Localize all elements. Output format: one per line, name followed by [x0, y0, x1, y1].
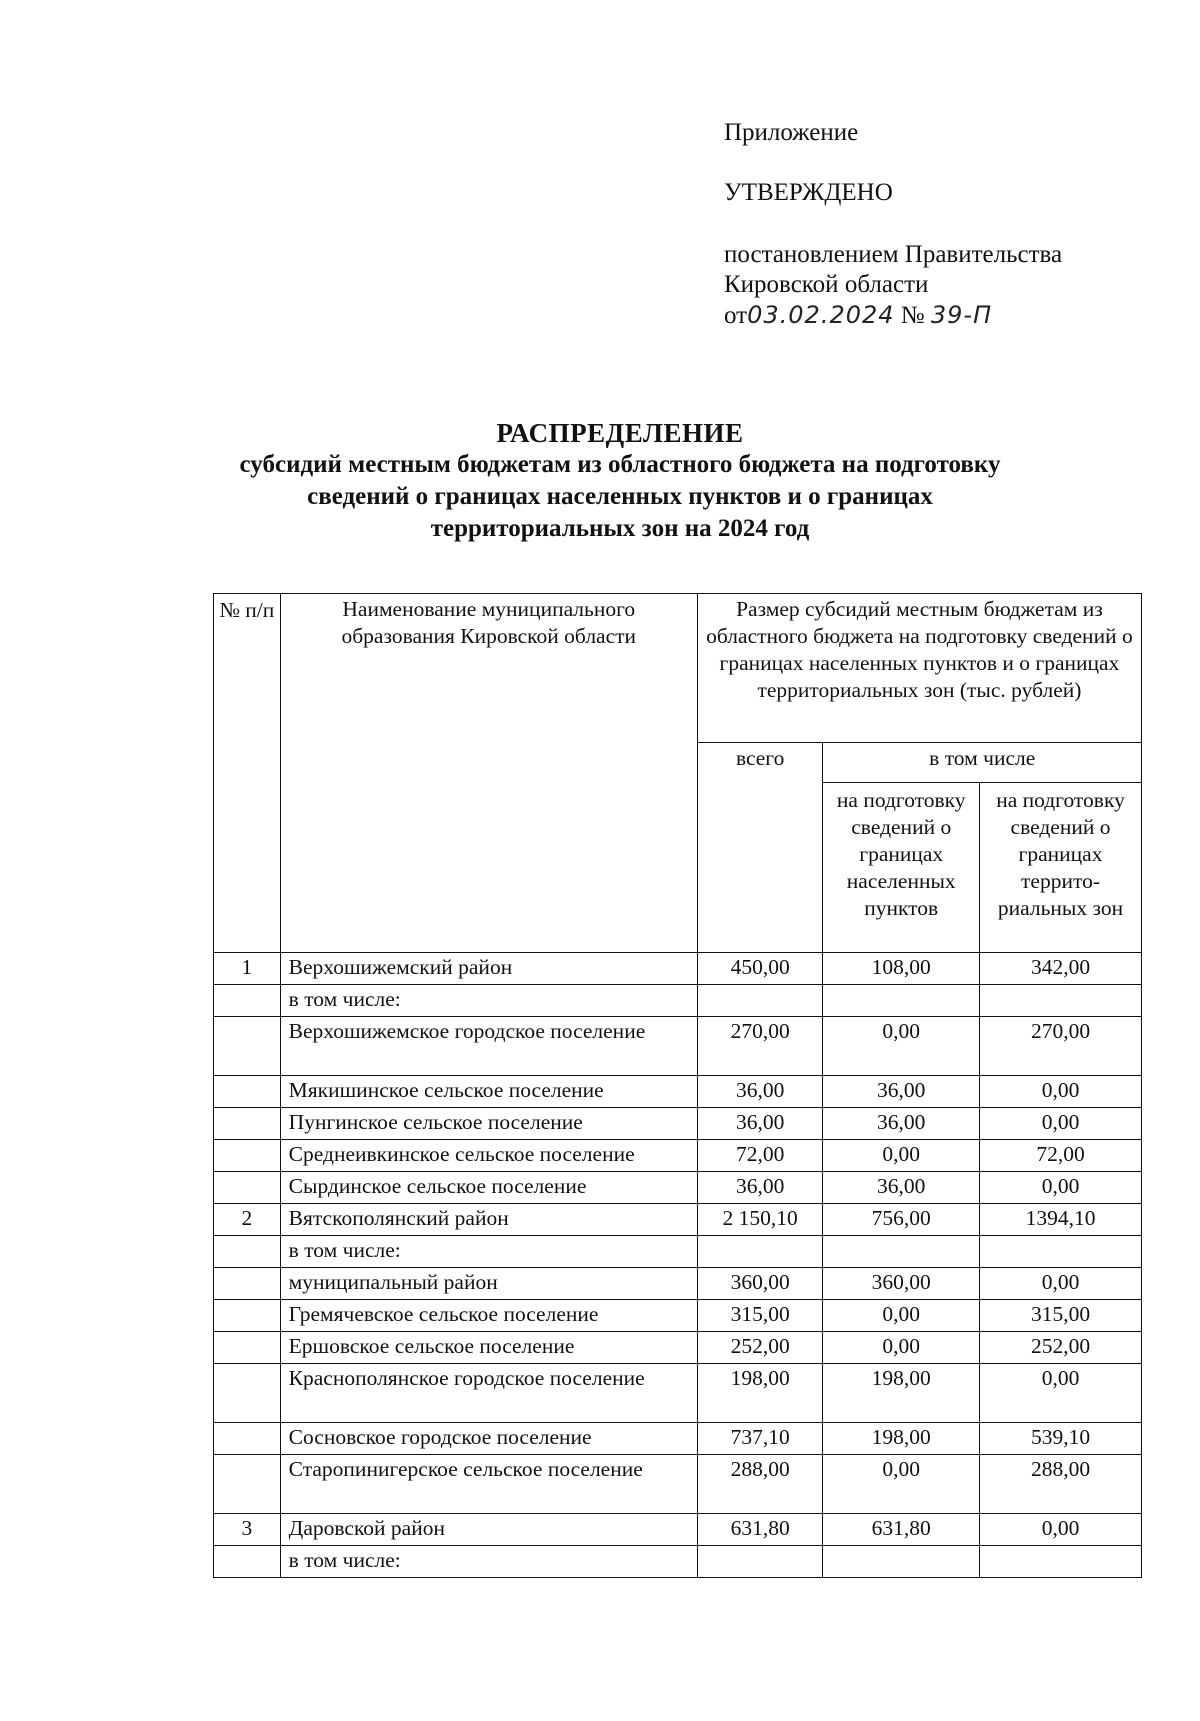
row-num — [214, 1364, 281, 1423]
row-settlements: 198,00 — [823, 1364, 980, 1423]
header-size: Размер субсидий местным бюджетам из областного бюджета на подготовку сведений о границах населенных пунктов и о границах территориальных зон (тыс. рублей) — [697, 594, 1141, 743]
row-zones — [980, 985, 1142, 1017]
row-name: муниципальный район — [280, 1268, 697, 1300]
row-zones: 315,00 — [980, 1300, 1142, 1332]
row-zones: 0,00 — [980, 1514, 1142, 1546]
table-row — [214, 1423, 1142, 1455]
title-main: РАСПРЕДЕЛЕНИЕ — [496, 418, 744, 448]
row-total: 315,00 — [697, 1300, 823, 1332]
row-num — [214, 1423, 281, 1455]
row-settlements: 631,80 — [823, 1514, 980, 1546]
table-row — [214, 1268, 1142, 1300]
table-row — [214, 1364, 1142, 1423]
row-name: Верхошижемский район — [280, 953, 697, 985]
row-name: Пунгинское сельское поселение — [280, 1108, 697, 1140]
row-zones: 0,00 — [980, 1108, 1142, 1140]
row-num — [214, 1455, 281, 1514]
row-total: 360,00 — [697, 1268, 823, 1300]
row-name: в том числе: — [280, 985, 697, 1017]
row-total: 270,00 — [697, 1017, 823, 1076]
row-name: Верхошижемское городское поселение — [280, 1017, 697, 1076]
row-total: 288,00 — [697, 1455, 823, 1514]
handwritten-number: 39-П — [930, 301, 993, 329]
table-row — [214, 985, 1142, 1017]
row-total — [697, 1546, 823, 1578]
row-zones — [980, 1236, 1142, 1268]
row-zones: 252,00 — [980, 1332, 1142, 1364]
row-num — [214, 985, 281, 1017]
title-line-1: субсидий местным бюджетам из областного бюджета на подготовку — [239, 451, 1001, 478]
approved-by-line1: постановлением Правительства — [724, 241, 1063, 268]
row-total: 252,00 — [697, 1332, 823, 1364]
row-total: 631,80 — [697, 1514, 823, 1546]
row-zones: 270,00 — [980, 1017, 1142, 1076]
distribution-table — [213, 593, 1142, 1578]
row-total: 36,00 — [697, 1108, 823, 1140]
row-total: 450,00 — [697, 953, 823, 985]
row-total: 737,10 — [697, 1423, 823, 1455]
row-zones: 539,10 — [980, 1423, 1142, 1455]
row-settlements — [823, 985, 980, 1017]
row-settlements: 0,00 — [823, 1455, 980, 1514]
approval-block — [724, 118, 1164, 331]
approved-by-line2: Кировской области — [724, 271, 929, 298]
row-settlements: 0,00 — [823, 1140, 980, 1172]
row-name: Среднеивкинское сельское поселение — [280, 1140, 697, 1172]
row-num — [214, 1076, 281, 1108]
row-settlements: 36,00 — [823, 1172, 980, 1204]
table-row — [214, 1300, 1142, 1332]
row-num — [214, 1332, 281, 1364]
row-total — [697, 985, 823, 1017]
resolution-date-number — [724, 300, 1164, 331]
row-total: 198,00 — [697, 1364, 823, 1423]
table-row — [214, 1455, 1142, 1514]
row-name: Сосновское городское поселение — [280, 1423, 697, 1455]
row-zones: 72,00 — [980, 1140, 1142, 1172]
row-settlements: 0,00 — [823, 1332, 980, 1364]
table-row — [214, 1076, 1142, 1108]
row-name: Вятскополянский район — [280, 1204, 697, 1236]
table-row — [214, 1108, 1142, 1140]
row-name: Гремячевское сельское поселение — [280, 1300, 697, 1332]
header-settlements: на подготовку сведений о границах населенных пунктов — [823, 783, 980, 953]
table-row — [214, 1236, 1142, 1268]
row-settlements: 756,00 — [823, 1204, 980, 1236]
table-row — [214, 1204, 1142, 1236]
table-body — [214, 953, 1142, 1578]
row-num — [214, 1268, 281, 1300]
row-zones — [980, 1546, 1142, 1578]
row-zones: 0,00 — [980, 1364, 1142, 1423]
row-settlements — [823, 1546, 980, 1578]
row-num — [214, 1236, 281, 1268]
row-num: 1 — [214, 953, 281, 985]
header-zones: на подготовку сведений о границах террито-риальных зон — [980, 783, 1142, 953]
row-name: в том числе: — [280, 1546, 697, 1578]
approved-label: УТВЕРЖДЕНО — [724, 179, 893, 206]
row-settlements: 360,00 — [823, 1268, 980, 1300]
row-name: Краснополянское городское поселение — [280, 1364, 697, 1423]
row-num — [214, 1300, 281, 1332]
row-num — [214, 1140, 281, 1172]
row-zones: 288,00 — [980, 1455, 1142, 1514]
table-row — [214, 1172, 1142, 1204]
title-line-3: территориальных зон на 2024 год — [430, 515, 810, 542]
handwritten-date: 03.02.2024 — [747, 301, 895, 329]
from-prefix: от — [724, 302, 748, 329]
row-name: Даровской район — [280, 1514, 697, 1546]
row-settlements: 36,00 — [823, 1108, 980, 1140]
row-num — [214, 1108, 281, 1140]
title-line-2: сведений о границах населенных пунктов и о границах — [307, 483, 933, 510]
row-settlements: 198,00 — [823, 1423, 980, 1455]
header-including: в том числе — [823, 743, 1142, 783]
row-zones: 0,00 — [980, 1172, 1142, 1204]
row-num: 3 — [214, 1514, 281, 1546]
row-name: Ершовское сельское поселение — [280, 1332, 697, 1364]
row-zones: 342,00 — [980, 953, 1142, 985]
header-num: № п/п — [214, 594, 281, 953]
appendix-label: Приложение — [724, 119, 859, 146]
table-row — [214, 1546, 1142, 1578]
row-zones: 1394,10 — [980, 1204, 1142, 1236]
row-name: в том числе: — [280, 1236, 697, 1268]
row-num: 2 — [214, 1204, 281, 1236]
row-settlements: 0,00 — [823, 1017, 980, 1076]
row-num — [214, 1546, 281, 1578]
row-name: Мякишинское сельское поселение — [280, 1076, 697, 1108]
row-settlements: 36,00 — [823, 1076, 980, 1108]
number-sign: № — [900, 302, 925, 329]
header-total: всего — [697, 743, 823, 953]
row-total: 72,00 — [697, 1140, 823, 1172]
row-num — [214, 1172, 281, 1204]
row-name: Старопинигерское сельское поселение — [280, 1455, 697, 1514]
row-zones: 0,00 — [980, 1268, 1142, 1300]
document-title — [180, 417, 1060, 545]
row-settlements: 0,00 — [823, 1300, 980, 1332]
table-row — [214, 953, 1142, 985]
row-zones: 0,00 — [980, 1076, 1142, 1108]
table-row — [214, 1332, 1142, 1364]
row-settlements — [823, 1236, 980, 1268]
row-total: 36,00 — [697, 1172, 823, 1204]
table-row — [214, 1017, 1142, 1076]
row-name: Сырдинское сельское поселение — [280, 1172, 697, 1204]
row-total — [697, 1236, 823, 1268]
header-name: Наименование муниципального образования Кировской области — [280, 594, 697, 953]
row-settlements: 108,00 — [823, 953, 980, 985]
row-num — [214, 1017, 281, 1076]
row-total: 2 150,10 — [697, 1204, 823, 1236]
table-row — [214, 1140, 1142, 1172]
row-total: 36,00 — [697, 1076, 823, 1108]
table-row — [214, 1514, 1142, 1546]
